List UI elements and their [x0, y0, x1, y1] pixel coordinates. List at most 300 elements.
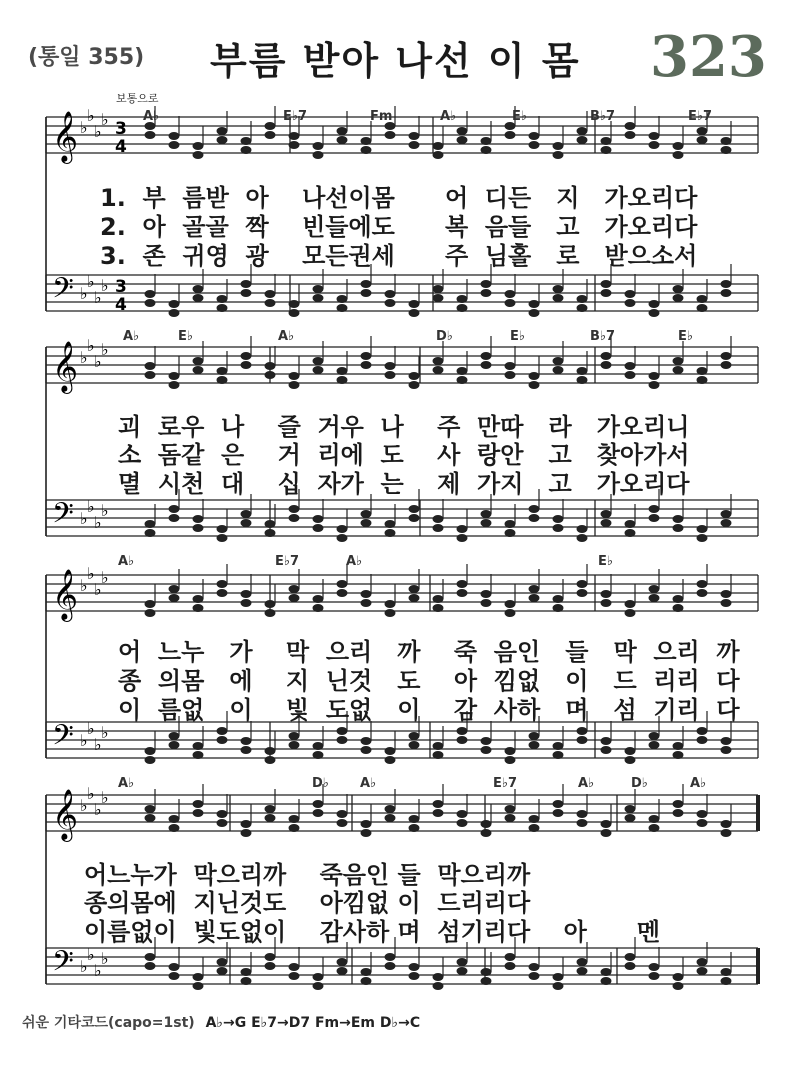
- treble-notehead: [265, 814, 276, 822]
- chord-symbol: E♭: [598, 554, 614, 569]
- bass-notehead: [625, 962, 636, 970]
- bass-notehead: [433, 524, 444, 532]
- treble-notehead: [169, 141, 180, 149]
- treble-notehead: [433, 809, 444, 817]
- chord-symbol: E♭: [178, 329, 194, 344]
- bass-notehead: [457, 958, 468, 966]
- treble-notehead: [481, 361, 492, 369]
- flat-icon: ♭: [87, 945, 95, 964]
- chord-symbol: A♭: [143, 109, 160, 124]
- bass-notehead: [409, 972, 420, 980]
- bass-notehead: [721, 968, 732, 976]
- bass-notehead: [193, 973, 204, 981]
- chord-symbol: A♭: [278, 329, 295, 344]
- treble-notehead: [313, 142, 324, 150]
- bass-notehead: [625, 756, 636, 764]
- bass-notehead: [697, 304, 708, 312]
- treble-notehead: [313, 595, 324, 603]
- bass-notehead: [409, 732, 420, 740]
- treble-notehead: [145, 371, 156, 379]
- bass-notehead: [361, 977, 372, 985]
- treble-notehead: [457, 127, 468, 135]
- treble-notehead: [169, 815, 180, 823]
- bass-notehead: [457, 736, 468, 744]
- bass-notehead: [289, 963, 300, 971]
- treble-notehead: [481, 137, 492, 145]
- bass-notehead: [673, 285, 684, 293]
- bass-notehead: [337, 958, 348, 966]
- bass-notehead: [337, 295, 348, 303]
- bass-notehead: [457, 967, 468, 975]
- bass-notehead: [409, 300, 420, 308]
- treble-notehead: [457, 810, 468, 818]
- treble-notehead: [625, 600, 636, 608]
- bass-notehead: [433, 515, 444, 523]
- treble-notehead: [649, 381, 660, 389]
- treble-notehead: [673, 366, 684, 374]
- bass-notehead: [385, 520, 396, 528]
- bass-notehead: [433, 751, 444, 759]
- treble-notehead: [193, 357, 204, 365]
- treble-notehead: [529, 594, 540, 602]
- treble-notehead: [289, 824, 300, 832]
- bass-notehead: [697, 958, 708, 966]
- bass-notehead: [721, 289, 732, 297]
- treble-notehead: [697, 810, 708, 818]
- flat-icon: ♭: [87, 784, 95, 803]
- treble-notehead: [625, 362, 636, 370]
- bass-notehead: [505, 520, 516, 528]
- treble-notehead: [385, 814, 396, 822]
- bass-notehead: [313, 751, 324, 759]
- treble-notehead: [577, 376, 588, 384]
- bass-notehead: [337, 525, 348, 533]
- treble-notehead: [337, 136, 348, 144]
- bass-notehead: [553, 973, 564, 981]
- treble-notehead: [721, 146, 732, 154]
- treble-notehead: [649, 815, 660, 823]
- bass-notehead: [505, 290, 516, 298]
- bass-notehead: [481, 968, 492, 976]
- bass-notehead: [289, 300, 300, 308]
- treble-notehead: [289, 381, 300, 389]
- flat-icon: ♭: [87, 106, 95, 125]
- bass-notehead: [241, 968, 252, 976]
- treble-notehead: [649, 141, 660, 149]
- treble-notehead: [169, 381, 180, 389]
- flat-icon: ♭: [94, 513, 102, 532]
- bass-notehead: [529, 963, 540, 971]
- bass-notehead: [169, 505, 180, 513]
- bass-notehead: [625, 520, 636, 528]
- bass-notehead: [241, 746, 252, 754]
- bass-notehead: [577, 525, 588, 533]
- treble-notehead: [313, 357, 324, 365]
- bass-notehead: [529, 972, 540, 980]
- treble-notehead: [649, 585, 660, 593]
- time-signature-bottom: 4: [115, 137, 127, 157]
- bass-notehead: [385, 290, 396, 298]
- bass-notehead: [553, 515, 564, 523]
- bass-notehead: [385, 529, 396, 537]
- treble-notehead: [601, 352, 612, 360]
- treble-notehead: [217, 376, 228, 384]
- chord-symbol: B♭7: [590, 329, 616, 344]
- bass-notehead: [601, 289, 612, 297]
- treble-clef-icon: 𝄞: [52, 111, 79, 162]
- bass-notehead: [289, 741, 300, 749]
- bass-clef-icon: 𝄢: [52, 719, 74, 759]
- bass-notehead: [313, 982, 324, 990]
- treble-notehead: [697, 376, 708, 384]
- treble-notehead: [721, 590, 732, 598]
- treble-notehead: [361, 352, 372, 360]
- bass-notehead: [313, 515, 324, 523]
- bass-notehead: [601, 968, 612, 976]
- guitar-chord-label: 쉬운 기타코드(capo=1st): [22, 1015, 195, 1031]
- treble-notehead: [505, 131, 516, 139]
- bass-notehead: [361, 519, 372, 527]
- bass-notehead: [337, 304, 348, 312]
- bass-notehead: [289, 972, 300, 980]
- chord-symbol: E♭: [510, 329, 526, 344]
- treble-notehead: [145, 600, 156, 608]
- bass-notehead: [553, 524, 564, 532]
- flat-icon: ♭: [101, 110, 109, 129]
- bass-notehead: [457, 304, 468, 312]
- chord-symbol: B♭7: [590, 109, 616, 124]
- bass-notehead: [265, 962, 276, 970]
- treble-notehead: [697, 127, 708, 135]
- bass-notehead: [265, 290, 276, 298]
- bass-notehead: [313, 524, 324, 532]
- treble-notehead: [241, 829, 252, 837]
- treble-notehead: [481, 829, 492, 837]
- chord-symbol: A♭: [440, 109, 457, 124]
- treble-clef-icon: 𝄞: [52, 789, 79, 840]
- treble-notehead: [457, 580, 468, 588]
- bass-notehead: [361, 737, 372, 745]
- treble-notehead: [361, 599, 372, 607]
- treble-notehead: [625, 805, 636, 813]
- flat-icon: ♭: [80, 348, 88, 367]
- treble-notehead: [169, 594, 180, 602]
- treble-notehead: [577, 819, 588, 827]
- bass-notehead: [649, 732, 660, 740]
- bass-notehead: [553, 982, 564, 990]
- bass-notehead: [289, 514, 300, 522]
- guitar-chord-mapping: A♭→G E♭7→D7 Fm→Em D♭→C: [205, 1015, 421, 1031]
- treble-notehead: [193, 800, 204, 808]
- bass-notehead: [289, 505, 300, 513]
- flat-icon: ♭: [80, 284, 88, 303]
- treble-notehead: [265, 122, 276, 130]
- bass-notehead: [721, 280, 732, 288]
- treble-notehead: [481, 820, 492, 828]
- treble-notehead: [553, 142, 564, 150]
- treble-notehead: [409, 372, 420, 380]
- bass-notehead: [577, 534, 588, 542]
- bass-notehead: [481, 737, 492, 745]
- treble-notehead: [289, 815, 300, 823]
- treble-notehead: [529, 381, 540, 389]
- bass-notehead: [313, 285, 324, 293]
- chord-symbol: E♭7: [275, 554, 300, 569]
- bass-notehead: [193, 982, 204, 990]
- bass-notehead: [457, 534, 468, 542]
- treble-notehead: [649, 132, 660, 140]
- treble-notehead: [193, 809, 204, 817]
- bass-notehead: [697, 967, 708, 975]
- bass-notehead: [673, 973, 684, 981]
- treble-notehead: [601, 146, 612, 154]
- bass-notehead: [265, 747, 276, 755]
- flat-icon: ♭: [87, 719, 95, 738]
- treble-notehead: [673, 800, 684, 808]
- chord-symbol: D♭: [436, 329, 453, 344]
- treble-notehead: [337, 376, 348, 384]
- flat-icon: ♭: [101, 501, 109, 520]
- treble-notehead: [409, 824, 420, 832]
- treble-notehead: [145, 814, 156, 822]
- bass-notehead: [601, 977, 612, 985]
- flat-icon: ♭: [101, 340, 109, 359]
- treble-notehead: [193, 604, 204, 612]
- treble-notehead: [217, 367, 228, 375]
- chord-symbol: A♭: [690, 776, 707, 791]
- treble-notehead: [457, 819, 468, 827]
- bass-notehead: [265, 529, 276, 537]
- treble-notehead: [337, 589, 348, 597]
- bass-notehead: [313, 742, 324, 750]
- bass-notehead: [601, 510, 612, 518]
- treble-notehead: [625, 814, 636, 822]
- treble-notehead: [481, 352, 492, 360]
- treble-notehead: [553, 357, 564, 365]
- bass-notehead: [337, 967, 348, 975]
- bass-notehead: [721, 519, 732, 527]
- bass-notehead: [361, 746, 372, 754]
- bass-notehead: [385, 953, 396, 961]
- flat-icon: ♭: [94, 580, 102, 599]
- treble-notehead: [529, 585, 540, 593]
- treble-notehead: [721, 361, 732, 369]
- bass-notehead: [169, 972, 180, 980]
- treble-notehead: [601, 599, 612, 607]
- treble-notehead: [625, 609, 636, 617]
- time-signature-top: 3: [115, 119, 127, 139]
- treble-notehead: [721, 599, 732, 607]
- bass-notehead: [481, 519, 492, 527]
- treble-notehead: [433, 357, 444, 365]
- treble-notehead: [505, 609, 516, 617]
- treble-notehead: [457, 136, 468, 144]
- bass-notehead: [625, 299, 636, 307]
- treble-notehead: [433, 595, 444, 603]
- treble-notehead: [529, 815, 540, 823]
- treble-notehead: [409, 381, 420, 389]
- bass-notehead: [505, 962, 516, 970]
- flat-icon: ♭: [94, 352, 102, 371]
- bass-notehead: [577, 304, 588, 312]
- treble-notehead: [409, 132, 420, 140]
- bass-notehead: [409, 741, 420, 749]
- bass-notehead: [169, 300, 180, 308]
- treble-notehead: [265, 131, 276, 139]
- bass-notehead: [169, 741, 180, 749]
- bass-notehead: [433, 742, 444, 750]
- treble-notehead: [505, 814, 516, 822]
- bass-notehead: [289, 732, 300, 740]
- treble-notehead: [553, 366, 564, 374]
- bass-notehead: [217, 534, 228, 542]
- bass-notehead: [457, 295, 468, 303]
- bass-notehead: [241, 737, 252, 745]
- treble-notehead: [385, 362, 396, 370]
- treble-notehead: [217, 810, 228, 818]
- bass-notehead: [241, 289, 252, 297]
- treble-notehead: [313, 366, 324, 374]
- treble-notehead: [409, 141, 420, 149]
- chord-symbol: A♭: [118, 776, 135, 791]
- treble-notehead: [649, 372, 660, 380]
- treble-notehead: [145, 131, 156, 139]
- tempo-marking: 보통으로: [116, 92, 159, 105]
- treble-notehead: [721, 829, 732, 837]
- treble-notehead: [337, 127, 348, 135]
- bass-notehead: [217, 727, 228, 735]
- treble-notehead: [313, 809, 324, 817]
- flat-icon: ♭: [101, 949, 109, 968]
- treble-notehead: [577, 580, 588, 588]
- treble-notehead: [169, 585, 180, 593]
- lyric-verse-3: 3. 존 귀영 광 모든권세 주 님홀 로 받으소서: [100, 242, 698, 270]
- treble-notehead: [481, 590, 492, 598]
- flat-icon: ♭: [94, 288, 102, 307]
- bass-notehead: [385, 747, 396, 755]
- bass-notehead: [313, 973, 324, 981]
- treble-notehead: [217, 819, 228, 827]
- flat-icon: ♭: [80, 957, 88, 976]
- bass-notehead: [169, 514, 180, 522]
- bass-notehead: [241, 977, 252, 985]
- chord-symbol: A♭: [360, 776, 377, 791]
- time-signature-bottom: 4: [115, 295, 127, 315]
- treble-notehead: [289, 132, 300, 140]
- treble-notehead: [625, 122, 636, 130]
- flat-icon: ♭: [101, 276, 109, 295]
- chord-symbol: D♭: [312, 776, 329, 791]
- treble-notehead: [697, 819, 708, 827]
- bass-notehead: [577, 967, 588, 975]
- bass-notehead: [697, 727, 708, 735]
- bass-notehead: [313, 294, 324, 302]
- bass-notehead: [481, 977, 492, 985]
- bass-notehead: [505, 529, 516, 537]
- bass-notehead: [697, 525, 708, 533]
- bass-notehead: [577, 727, 588, 735]
- treble-notehead: [433, 800, 444, 808]
- lyric-verse-2: 종 의몸 에 지 닌것 도 아 낌없 이 드 리리 다: [118, 667, 740, 695]
- treble-notehead: [337, 819, 348, 827]
- bass-notehead: [625, 529, 636, 537]
- bass-notehead: [217, 736, 228, 744]
- treble-notehead: [289, 585, 300, 593]
- treble-notehead: [553, 800, 564, 808]
- treble-notehead: [409, 585, 420, 593]
- treble-notehead: [169, 372, 180, 380]
- treble-notehead: [721, 352, 732, 360]
- bass-notehead: [409, 963, 420, 971]
- bass-notehead: [649, 300, 660, 308]
- treble-notehead: [481, 599, 492, 607]
- treble-notehead: [409, 815, 420, 823]
- treble-notehead: [553, 604, 564, 612]
- lyric-verse-1: 어느누가 막으리까 죽음인 들 막으리까: [84, 861, 531, 889]
- bass-notehead: [337, 736, 348, 744]
- treble-notehead: [457, 589, 468, 597]
- bass-notehead: [529, 741, 540, 749]
- bass-notehead: [241, 519, 252, 527]
- bass-notehead: [649, 741, 660, 749]
- bass-notehead: [433, 285, 444, 293]
- chord-symbol: A♭: [123, 329, 140, 344]
- treble-notehead: [505, 805, 516, 813]
- bass-notehead: [649, 972, 660, 980]
- treble-notehead: [241, 146, 252, 154]
- bass-notehead: [361, 289, 372, 297]
- treble-notehead: [673, 151, 684, 159]
- bass-notehead: [673, 515, 684, 523]
- treble-notehead: [601, 137, 612, 145]
- treble-notehead: [577, 367, 588, 375]
- treble-notehead: [649, 594, 660, 602]
- treble-notehead: [265, 600, 276, 608]
- bass-notehead: [169, 309, 180, 317]
- treble-notehead: [529, 824, 540, 832]
- bass-notehead: [649, 309, 660, 317]
- bass-notehead: [385, 299, 396, 307]
- treble-notehead: [193, 142, 204, 150]
- treble-notehead: [265, 609, 276, 617]
- bass-notehead: [649, 963, 660, 971]
- bass-notehead: [337, 534, 348, 542]
- bass-notehead: [625, 953, 636, 961]
- treble-notehead: [673, 604, 684, 612]
- treble-notehead: [553, 151, 564, 159]
- bass-notehead: [697, 736, 708, 744]
- treble-notehead: [145, 609, 156, 617]
- treble-notehead: [529, 132, 540, 140]
- bass-notehead: [193, 742, 204, 750]
- bass-notehead: [529, 309, 540, 317]
- lyric-verse-1: 괴 로우 나 즐 거우 나 주 만따 라 가오리니: [118, 413, 690, 441]
- bass-notehead: [145, 756, 156, 764]
- bass-notehead: [193, 294, 204, 302]
- bass-notehead: [553, 294, 564, 302]
- lyric-verse-3: 이 름없 이 빛 도없 이 감 사하 며 섬 기리 다: [118, 696, 740, 724]
- bass-notehead: [169, 963, 180, 971]
- treble-notehead: [433, 604, 444, 612]
- bass-notehead: [481, 289, 492, 297]
- bass-notehead: [433, 982, 444, 990]
- bass-notehead: [385, 962, 396, 970]
- bass-notehead: [241, 510, 252, 518]
- bass-notehead: [361, 280, 372, 288]
- treble-notehead: [577, 810, 588, 818]
- bass-notehead: [289, 309, 300, 317]
- bass-notehead: [481, 510, 492, 518]
